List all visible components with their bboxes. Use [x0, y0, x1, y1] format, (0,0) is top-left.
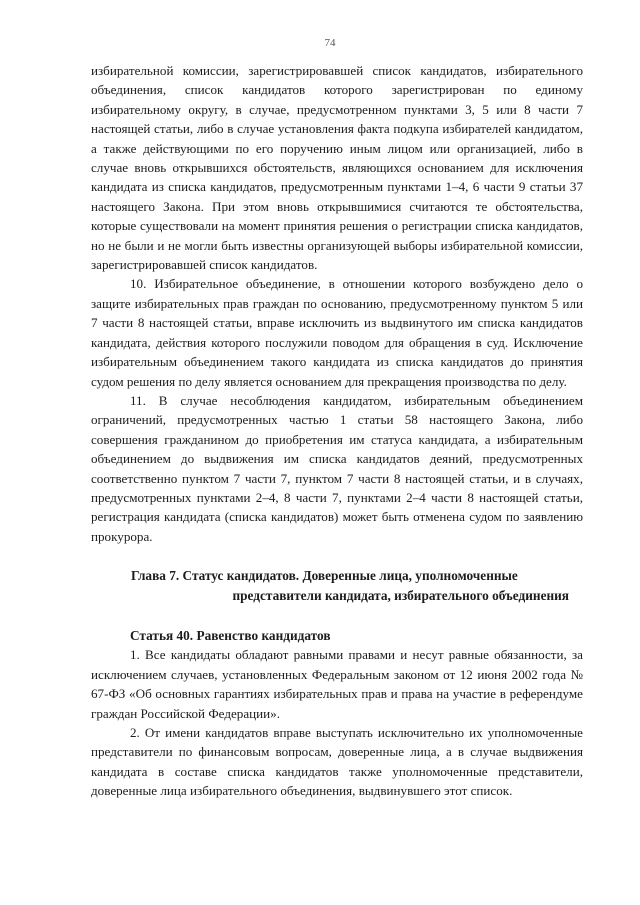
chapter-heading-line2: представители кандидата, избирательного объединения: [232, 587, 569, 603]
article-paragraph-1: 1. Все кандидаты обладают равными правами и несут равные обязанности, за исключением случаев, установленных Федеральным законом от 12 июня 2002 года № 67-ФЗ «Об основных гарантиях избирательных прав и права на участие в референдуме граждан Российской Федерации».: [91, 647, 583, 721]
paragraph-item-11: 11. В случае несоблюдения кандидатом, избирательным объединением ограничений, предусмотренных частью 1 статьи 58 настоящего Закона, либо совершения гражданином до приобретения им статуса кандидата, а избирательным объединением до выдвижения им списка кандидатов деяний, предусмотренных соответственно пунктом 7 части 7, пунктом 7 части 8 настоящей статьи, и в случаях, предусмотренных пунктами 2–4, 8 части 7, пунктами 2–4 части 8 настоящей статьи, регистрация кандидата (списка кандидатов) может быть отменена судом по заявлению прокурора.: [91, 392, 583, 544]
chapter-heading-line1: Глава 7. Статус кандидатов. Доверенные лица, уполномоченные: [131, 568, 518, 584]
paragraph-item-10: 10. Избирательное объединение, в отношении которого возбуждено дело о защите избирательных прав граждан по основанию, предусмотренному пунктом 5 или 7 части 8 настоящей статьи, вправе исключить из выдвинутого им списка кандидатов кандидата, действия которого послужили поводом для обращения в суд. Исключение избирательным объединением такого кандидата из списка кандидатов до принятия судом решения по делу является основанием для прекращения производства по делу.: [91, 276, 583, 389]
paragraph-continuation: избирательной комиссии, зарегистрировавшей список кандидатов, избирательного объединения, список кандидатов которого зарегистрирован по единому избирательному округу, в случае, предусмотренном пунктами 3, 5 или 8 части 7 настоящей статьи, либо в случае установления факта подкупа избирателей кандидатом, а также действующими по его поручению иным лицом или организацией, либо в случае вновь открывшихся обстоятельств, являющихся основанием для исключения кандидата из списка кандидатов, предусмотренным пунктами 1–4, 6 части 9 статьи 37 настоящего Закона. При этом вновь открывшимися считаются те обстоятельства, которые существовали на момент принятия решения о регистрации списка кандидатов, но не были и не могли быть известны организующей выборы избирательной комиссии, зарегистрировавшей список кандидатов.: [91, 63, 583, 273]
chapter-heading: [91, 566, 583, 605]
page-content: [91, 61, 583, 801]
article-title: Статья 40. Равенство кандидатов: [130, 627, 331, 643]
page-number: 74: [324, 37, 336, 49]
article-paragraph-2: 2. От имени кандидатов вправе выступать исключительно их уполномоченные представители по финансовым вопросам, доверенные лица, а в случае выдвижения кандидата в составе списка кандидатов также уполномоченные представители, доверенные лица избирательного объединения, выдвинувшего этот список.: [91, 725, 583, 799]
